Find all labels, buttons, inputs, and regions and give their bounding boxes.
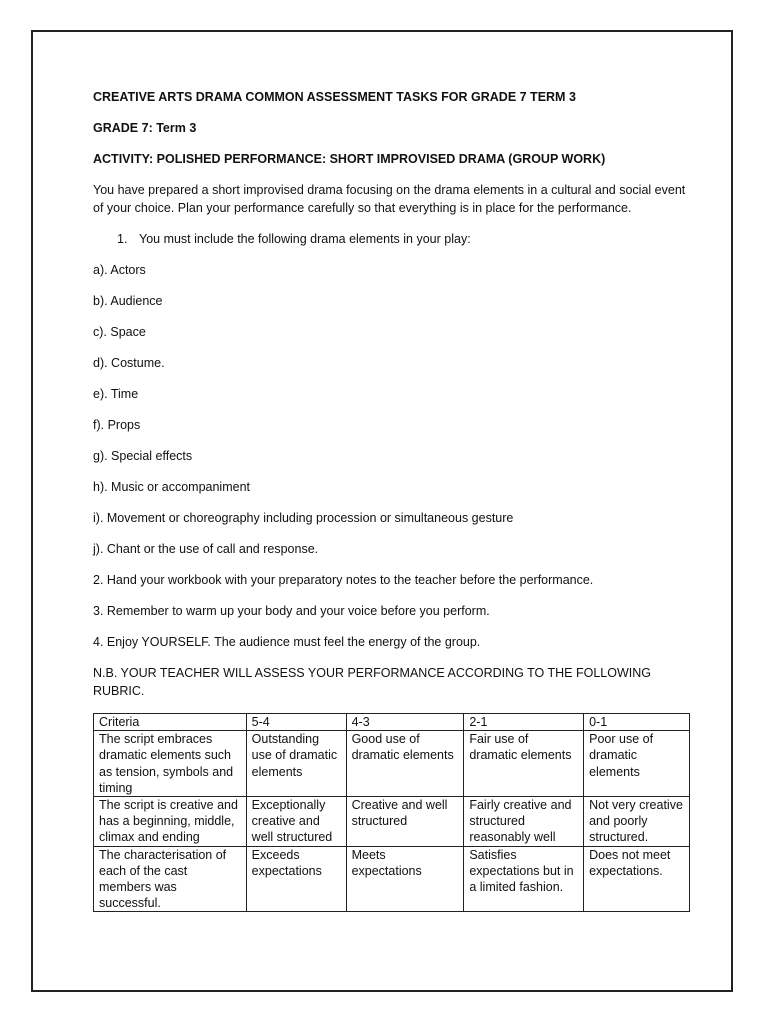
item-number: 1. bbox=[117, 232, 128, 246]
header-cell: 4-3 bbox=[346, 714, 464, 731]
header-cell: 2-1 bbox=[464, 714, 584, 731]
table-cell: The characterisation of each of the cast members was successful. bbox=[94, 846, 247, 912]
element-item: g). Special effects bbox=[93, 449, 193, 463]
table-cell: Exceptionally creative and well structured bbox=[246, 797, 346, 847]
instruction-item-2: 2. Hand your workbook with your preparatory notes to the teacher before the performance. bbox=[93, 573, 594, 587]
table-cell: Fair use of dramatic elements bbox=[464, 731, 584, 797]
document-body bbox=[93, 88, 693, 713]
table-cell: Does not meet expectations. bbox=[584, 846, 690, 912]
rubric-header-row bbox=[94, 714, 690, 731]
instruction-item-4: 4. Enjoy YOURSELF. The audience must feel the energy of the group. bbox=[93, 635, 481, 649]
header-cell: 5-4 bbox=[246, 714, 346, 731]
activity-heading: ACTIVITY: POLISHED PERFORMANCE: SHORT IMPROVISED DRAMA (GROUP WORK) bbox=[93, 152, 606, 166]
table-cell: The script is creative and has a beginning, middle, climax and ending bbox=[94, 797, 247, 847]
element-item: d). Costume. bbox=[93, 356, 165, 370]
item-text: You must include the following drama elements in your play: bbox=[139, 232, 471, 246]
table-cell: Creative and well structured bbox=[346, 797, 464, 847]
element-item: b). Audience bbox=[93, 294, 163, 308]
table-cell: Good use of dramatic elements bbox=[346, 731, 464, 797]
table-cell: Meets expectations bbox=[346, 846, 464, 912]
header-cell: 0-1 bbox=[584, 714, 690, 731]
table-cell: Poor use of dramatic elements bbox=[584, 731, 690, 797]
element-item: e). Time bbox=[93, 387, 139, 401]
rubric-table bbox=[93, 713, 690, 912]
intro-paragraph: You have prepared a short improvised drama focusing on the drama elements in a cultural and social event of your choice. Plan your performance carefully so that everything is in place for the performance. bbox=[93, 183, 686, 215]
element-item: h). Music or accompaniment bbox=[93, 480, 251, 494]
element-item: c). Space bbox=[93, 325, 146, 339]
document-title: CREATIVE ARTS DRAMA COMMON ASSESSMENT TASKS FOR GRADE 7 TERM 3 bbox=[93, 90, 576, 104]
numbered-item-1 bbox=[93, 230, 693, 248]
grade-heading: GRADE 7: Term 3 bbox=[93, 121, 197, 135]
table-row bbox=[94, 731, 690, 797]
table-cell: Outstanding use of dramatic elements bbox=[246, 731, 346, 797]
instruction-item-3: 3. Remember to warm up your body and your voice before you perform. bbox=[93, 604, 490, 618]
table-cell: Fairly creative and structured reasonably well bbox=[464, 797, 584, 847]
header-cell: Criteria bbox=[94, 714, 247, 731]
table-cell: The script embraces dramatic elements such as tension, symbols and timing bbox=[94, 731, 247, 797]
element-item: a). Actors bbox=[93, 263, 146, 277]
nb-note: N.B. YOUR TEACHER WILL ASSESS YOUR PERFORMANCE ACCORDING TO THE FOLLOWING RUBRIC. bbox=[93, 666, 651, 698]
element-item: j). Chant or the use of call and response. bbox=[93, 542, 319, 556]
table-row bbox=[94, 797, 690, 847]
element-item: i). Movement or choreography including procession or simultaneous gesture bbox=[93, 511, 514, 525]
table-row bbox=[94, 846, 690, 912]
element-item: f). Props bbox=[93, 418, 141, 432]
table-cell: Exceeds expectations bbox=[246, 846, 346, 912]
table-cell: Satisfies expectations but in a limited fashion. bbox=[464, 846, 584, 912]
table-cell: Not very creative and poorly structured. bbox=[584, 797, 690, 847]
